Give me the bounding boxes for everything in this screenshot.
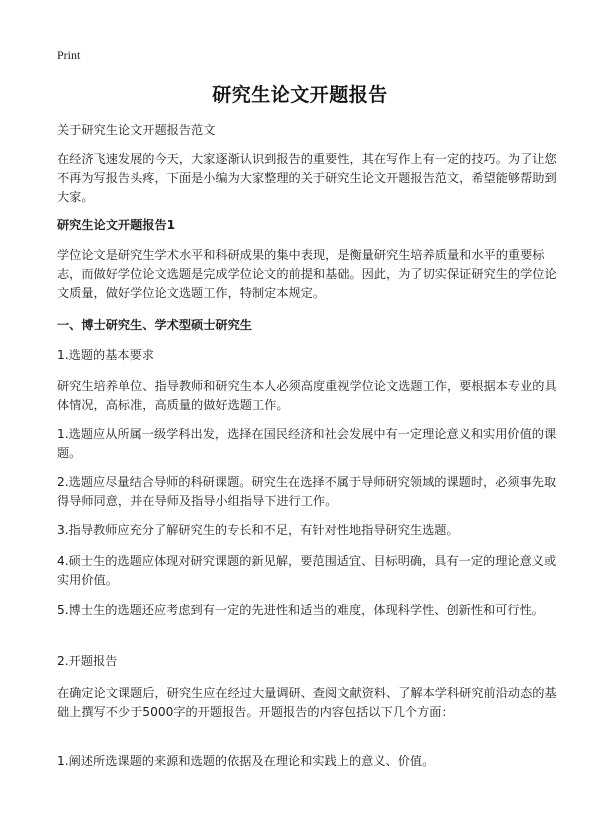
part-heading: 一、博士研究生、学术型硕士研究生 [57, 318, 252, 332]
print-label: Print [57, 48, 81, 62]
list-item: 2.选题应尽量结合导师的科研课题。研究生在选择不属于导师研究领域的课题时，必须事先取得导师同意，并在导师及指导小组指导下进行工作。 [57, 475, 557, 508]
document-title: 研究生论文开题报告 [212, 84, 388, 106]
list-item: 3.指导教师应充分了解研究生的专长和不足，有针对性地指导研究生选题。 [57, 523, 459, 537]
item-paragraph: 在确定论文课题后，研究生应在经过大量调研、查阅文献资料、了解本学科研究前沿动态的基础上撰写不少于5000字的开题报告。开题报告的内容包括以下几个方面： [57, 686, 557, 719]
list-item: 1.阐述所选课题的来源和选题的依据及在理论和实践上的意义、价值。 [57, 754, 435, 768]
item-paragraph: 研究生培养单位、指导教师和研究生本人必须高度重视学位论文选题工作，要根据本专业的具体情况，高标准，高质量的做好选题工作。 [57, 379, 557, 412]
document-subtitle: 关于研究生论文开题报告范文 [57, 123, 216, 137]
list-item: 1.选题应从所属一级学科出发，选择在国民经济和社会发展中有一定理论意义和实用价值的课题。 [57, 427, 557, 460]
section-paragraph: 学位论文是研究生学术水平和科研成果的集中表现，是衡量研究生培养质量和水平的重要标志，而做好学位论文选题是完成学位论文的前提和基础。因此，为了切实保证研究生的学位论文质量，做好学位论文选题工作，特制定本规定。 [57, 248, 557, 300]
list-item: 5.博士生的选题还应考虑到有一定的先进性和适当的难度，体现科学性、创新性和可行性。 [57, 603, 544, 617]
section-heading: 研究生论文开题报告1 [57, 218, 176, 232]
list-item: 4.硕士生的选题应体现对研究课题的新见解，要范围适宜、目标明确，具有一定的理论意义或实用价值。 [57, 554, 557, 587]
intro-paragraph: 在经济飞速发展的今天，大家逐渐认识到报告的重要性，其在写作上有一定的技巧。为了让您不再为写报告头疼，下面是小编为大家整理的关于研究生论文开题报告范文，希望能够帮助到大家。 [57, 152, 557, 204]
item-heading: 2.开题报告 [57, 654, 118, 668]
item-heading: 1.选题的基本要求 [57, 348, 154, 362]
